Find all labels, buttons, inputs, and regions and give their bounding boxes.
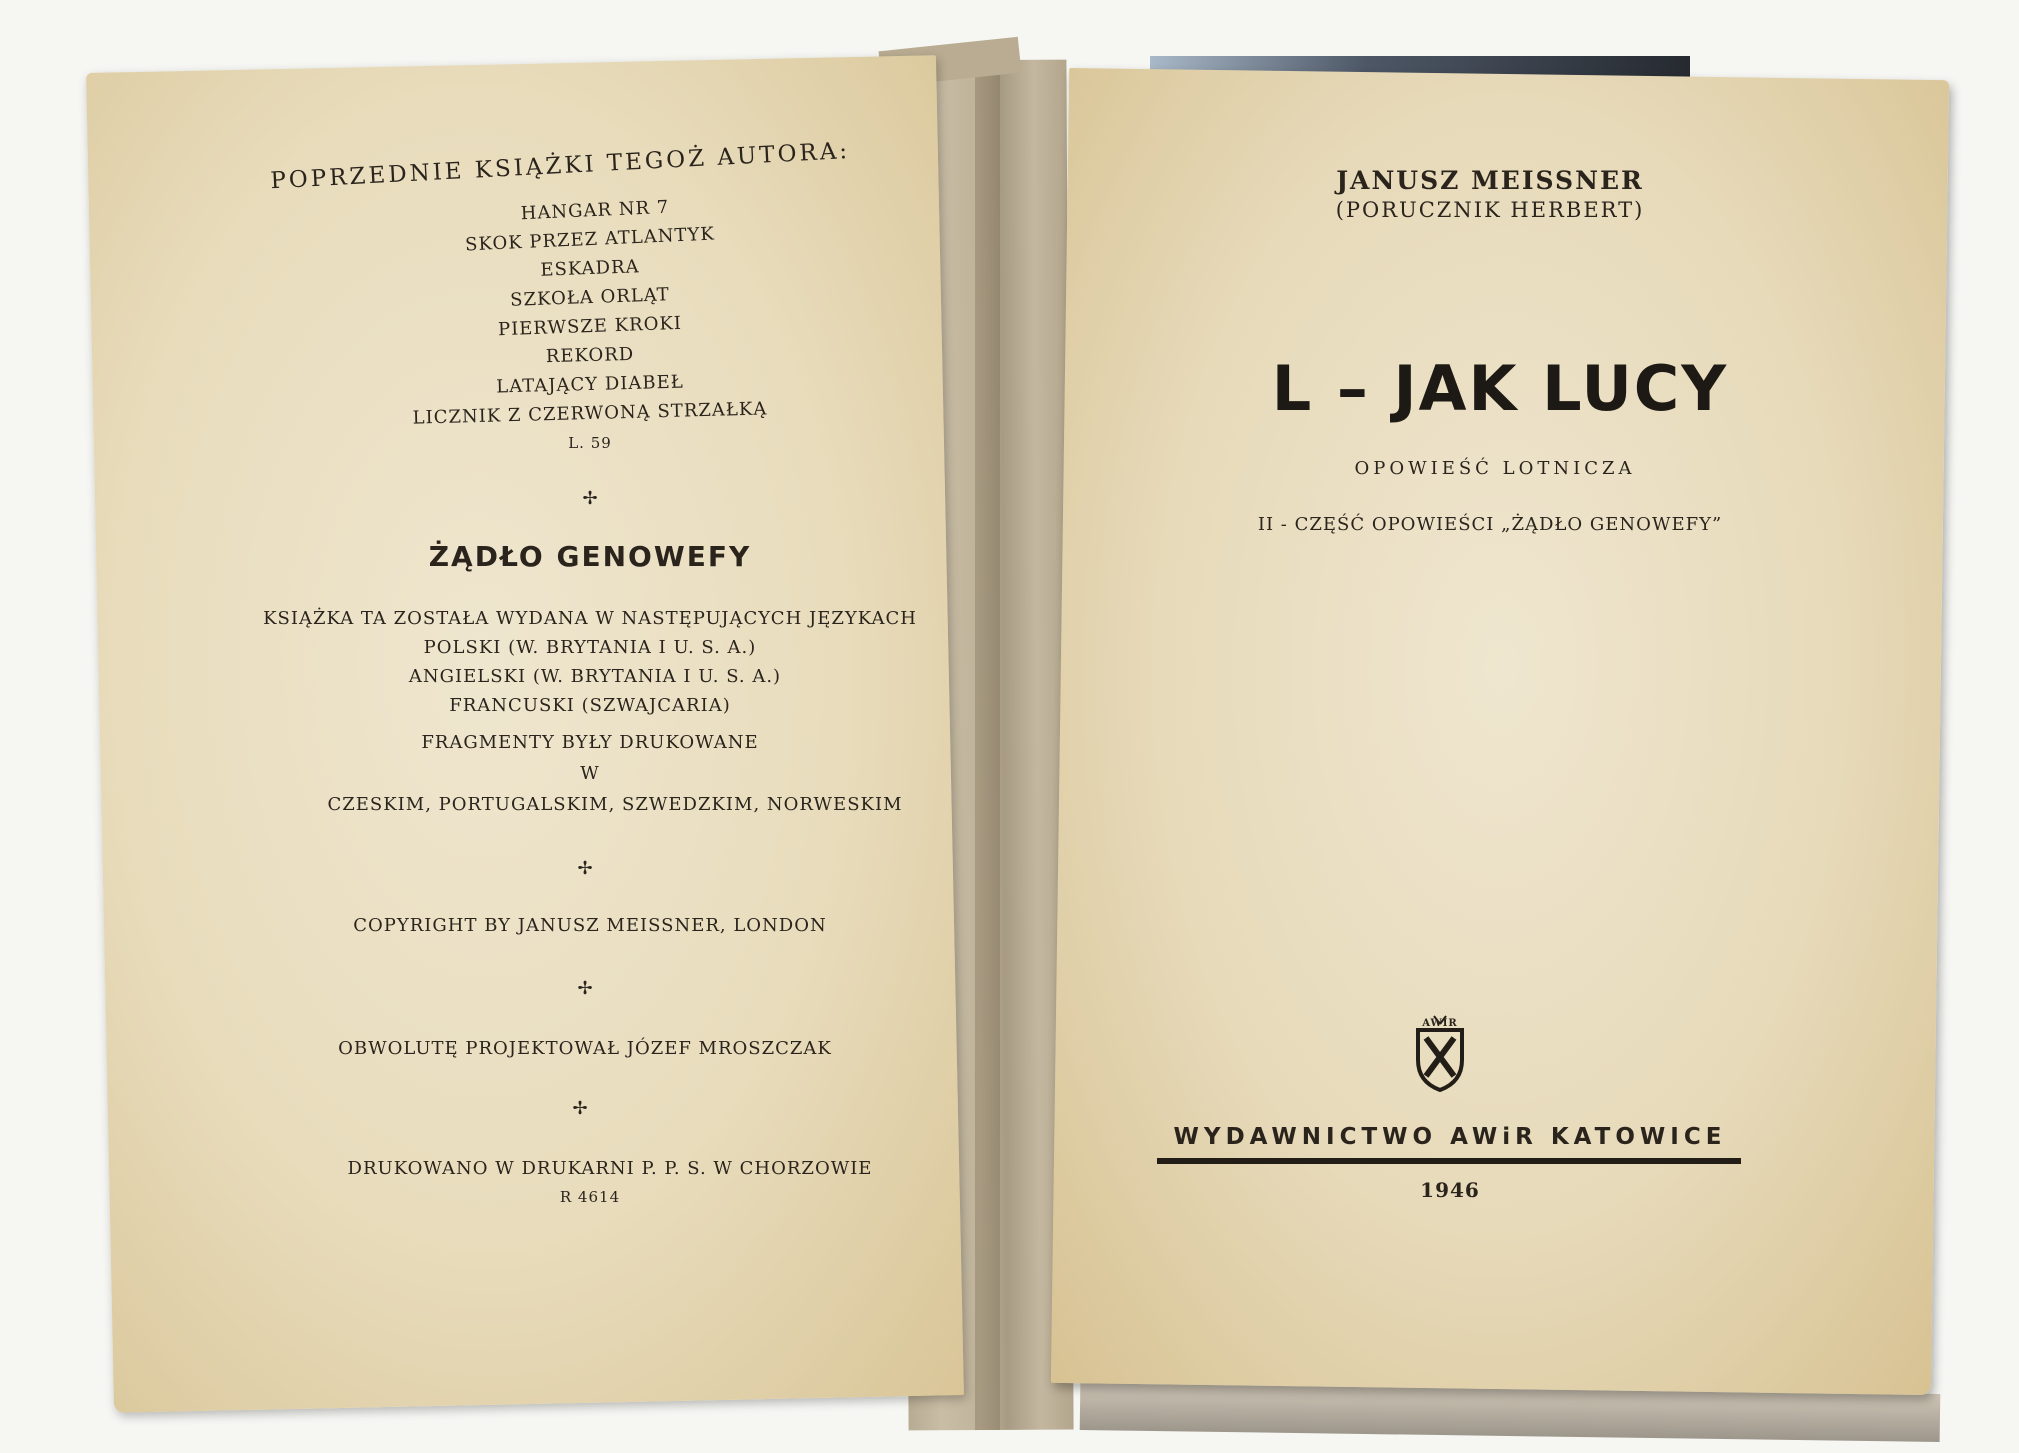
previous-book-item: HANGAR NR 7 [520, 196, 670, 225]
previous-book-item: PIERWSZE KROKI [497, 312, 683, 341]
ornament-separator: ✢ [582, 488, 598, 509]
author-name: JANUSZ MEISSNER [1336, 166, 1644, 195]
translation-item: FRANCUSKI (SZWAJCARIA) [449, 695, 731, 716]
fragments-line: FRAGMENTY BYŁY DRUKOWANE [421, 732, 759, 753]
author-pseudonym: (PORUCZNIK HERBERT) [1335, 198, 1645, 222]
previous-book-item: REKORD [545, 343, 635, 368]
translation-item: POLSKI (W. BRYTANIA I U. S. A.) [423, 637, 757, 658]
previous-book-item: SKOK PRZEZ ATLANTYK [464, 223, 716, 256]
previous-books-heading: POPRZEDNIE KSIĄŻKI TEGOŻ AUTORA: [269, 137, 851, 195]
publisher-rule [1157, 1158, 1741, 1164]
ornament-separator: ✢ [577, 858, 593, 879]
publication-year: 1946 [1420, 1178, 1480, 1202]
publisher-name: WYDAWNICTWO AWiR KATOWICE [1173, 1124, 1727, 1150]
fragments-line: W [580, 763, 600, 784]
publisher-logo-text: AWIR [1422, 1018, 1458, 1029]
copyright-line: COPYRIGHT BY JANUSZ MEISSNER, LONDON [353, 915, 827, 936]
previous-book-item: LATAJĄCY DIABEŁ [495, 371, 685, 398]
translations-intro: KSIĄŻKA TA ZOSTAŁA WYDANA W NASTĘPUJĄCYCH JĘZYKACH [263, 608, 917, 629]
print-code: R 4614 [559, 1188, 621, 1206]
book-part: II - CZĘŚĆ OPOWIEŚCI „ŻĄDŁO GENOWEFY” [1257, 514, 1723, 535]
previous-book-item: LICZNIK Z CZERWONĄ STRZAŁKĄ [412, 398, 768, 429]
ornament-separator: ✢ [572, 1098, 588, 1119]
printer-credit: DRUKOWANO W DRUKARNI P. P. S. W CHORZOWIE [347, 1158, 873, 1179]
translation-item: ANGIELSKI (W. BRYTANIA I U. S. A.) [408, 666, 782, 687]
previous-book-item: ESKADRA [540, 256, 640, 281]
spine-shadow [975, 60, 1000, 1430]
book-title: L – JAK LUCY [1271, 352, 1729, 425]
fragments-languages: CZESKIM, PORTUGALSKIM, SZWEDZKIM, NORWESKIM [327, 794, 903, 815]
previous-book-item: SZKOŁA ORLĄT [509, 284, 671, 311]
previous-book-item: L. 59 [568, 434, 612, 452]
genowefy-title: ŻĄDŁO GENOWEFY [428, 540, 752, 573]
ornament-separator: ✢ [577, 978, 593, 999]
book-subtitle: OPOWIEŚĆ LOTNICZA [1354, 458, 1636, 479]
cover-design-credit: OBWOLUTĘ PROJEKTOWAŁ JÓZEF MROSZCZAK [338, 1038, 832, 1059]
